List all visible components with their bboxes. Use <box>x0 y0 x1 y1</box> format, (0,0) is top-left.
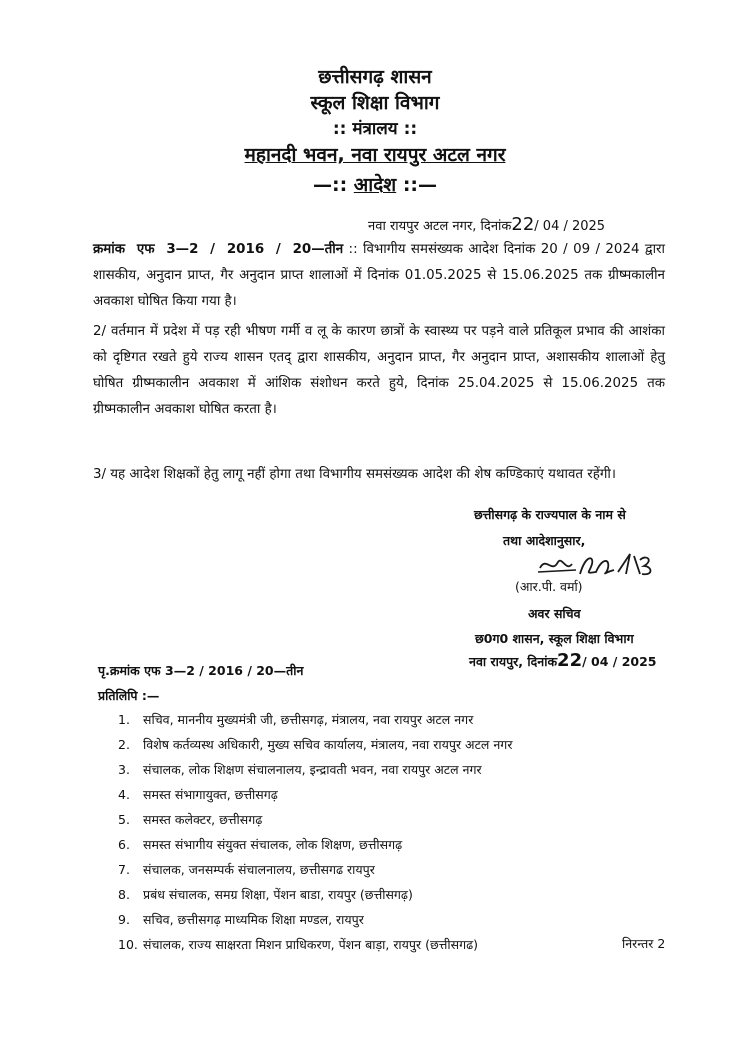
list-text: विशेष कर्तव्यस्थ अधिकारी, मुख्य सचिव कार्यालय, मंत्रालय, नवा रायपुर अटल नगर <box>143 737 513 752</box>
ministry-label: :: मंत्रालय :: <box>332 119 418 139</box>
paragraph-1-text: :: विभागीय समसंख्यक आदेश दिनांक 20 / 09 / 2024 द्वारा शासकीय, अनुदान प्राप्त, गैर अनुदान प्राप्त शालाओं में दिनांक 01.05.2025 से 15.06.2025 तक ग्रीष्मकालीन अवकाश घोषित किया गया है। <box>93 242 665 309</box>
list-item <box>118 757 678 782</box>
list-item <box>118 857 678 882</box>
signatory-date <box>469 650 656 671</box>
list-number: 7. <box>118 862 130 877</box>
continued-label: निरन्तर 2 <box>622 936 666 951</box>
order-title-suffix: ::— <box>396 174 438 196</box>
list-number: 3. <box>118 762 130 777</box>
signatory-line-2: तथा आदेशानुसार, <box>503 533 586 548</box>
order-title-prefix: —:: <box>312 174 354 196</box>
list-text: समस्त संभागीय संयुक्त संचालक, लोक शिक्षण, छत्तीसगढ़ <box>143 837 403 852</box>
dateline-day: 22 <box>511 214 535 235</box>
list-text: संचालक, राज्य साक्षरता मिशन प्राधिकरण, पेंशन बाड़ा, रायपुर (छत्तीसगढ) <box>143 937 479 952</box>
paragraph-2: 2/ वर्तमान में प्रदेश में पड़ रही भीषण गर्मी व लू के कारण छात्रों के स्वास्थ्य पर पड़ने वाले प्रतिकूल प्रभाव की आशंका को दृष्टिगत रखते हुये राज्य शासन एतद् द्वारा शासकीय, अनुदान प्राप्त, गैर अनुदान प्राप्त, अशासकीय शालाओं हेतु घोषित ग्रीष्मकालीन अवकाश में आंशिक संशोधन करते हुये, दिनांक 25.04.2025 से 15.06.2025 तक ग्रीष्मकालीन अवकाश घोषित करता है। <box>93 324 665 417</box>
copy-list <box>118 707 678 957</box>
list-item <box>118 732 678 757</box>
list-number: 4. <box>118 787 130 802</box>
list-item <box>118 932 678 957</box>
signatory-line-1: छत्तीसगढ़ के राज्यपाल के नाम से <box>474 507 626 522</box>
list-item <box>118 907 678 932</box>
list-item <box>118 832 678 857</box>
list-text: सचिव, छत्तीसगढ़ माध्यमिक शिक्षा मण्डल, रायपुर <box>143 912 364 927</box>
list-text: समस्त संभागायुक्त, छत्तीसगढ़ <box>143 787 278 802</box>
order-title-word: आदेश <box>353 174 397 196</box>
office-address: महानदी भवन, नवा रायपुर अटल नगर <box>244 144 506 166</box>
list-text: प्रबंध संचालक, समग्र शिक्षा, पेंशन बाडा, रायपुर (छत्तीसगढ़) <box>143 887 413 902</box>
list-item <box>118 782 678 807</box>
list-text: सचिव, माननीय मुख्यमंत्री जी, छत्तीसगढ़, मंत्रालय, नवा रायपुर अटल नगर <box>143 712 474 727</box>
list-text: समस्त कलेक्टर, छत्तीसगढ़ <box>143 812 263 827</box>
endorsement-reference: पृ.क्रमांक एफ 3—2 / 2016 / 20—तीन <box>98 663 304 678</box>
paragraph-3: 3/ यह आदेश शिक्षकों हेतु लागू नहीं होगा तथा विभागीय समसंख्यक आदेश की शेष कण्डिकाएं यथावत रहेंगी। <box>93 467 616 482</box>
dateline-prefix: नवा रायपुर अटल नगर, दिनांक <box>368 219 512 234</box>
signatory-department: छ0ग0 शासन, स्कूल शिक्षा विभाग <box>475 631 634 646</box>
handwritten-signature <box>536 550 656 580</box>
copy-heading: प्रतिलिपि :— <box>98 688 160 703</box>
signatory-name: (आर.पी. वर्मा) <box>515 579 583 594</box>
signatory-date-prefix: नवा रायपुर, दिनांक <box>469 654 558 669</box>
order-reference: क्रमांक एफ 3—2 / 2016 / 20—तीन <box>93 242 344 257</box>
signatory-date-day: 22 <box>557 650 583 671</box>
list-number: 2. <box>118 737 130 752</box>
list-number: 9. <box>118 912 130 927</box>
dateline-rest: / 04 / 2025 <box>534 219 606 234</box>
department-name: स्कूल शिक्षा विभाग <box>310 92 440 114</box>
list-item <box>118 882 678 907</box>
list-text: संचालक, जनसम्पर्क संचालनालय, छत्तीसगढ रायपुर <box>143 862 375 877</box>
govt-name: छत्तीसगढ़ शासन <box>318 66 432 88</box>
list-number: 5. <box>118 812 130 827</box>
list-item <box>118 707 678 732</box>
list-number: 6. <box>118 837 130 852</box>
signatory-date-rest: / 04 / 2025 <box>582 654 657 669</box>
list-number: 8. <box>118 887 130 902</box>
paragraph-1 <box>93 237 665 315</box>
list-number: 10. <box>118 937 138 952</box>
order-title <box>0 171 750 197</box>
order-dateline <box>368 214 605 235</box>
list-text: संचालक, लोक शिक्षण संचालनालय, इन्द्रावती भवन, नवा रायपुर अटल नगर <box>143 762 482 777</box>
list-item <box>118 807 678 832</box>
signatory-designation: अवर सचिव <box>528 606 581 621</box>
list-number: 1. <box>118 712 130 727</box>
